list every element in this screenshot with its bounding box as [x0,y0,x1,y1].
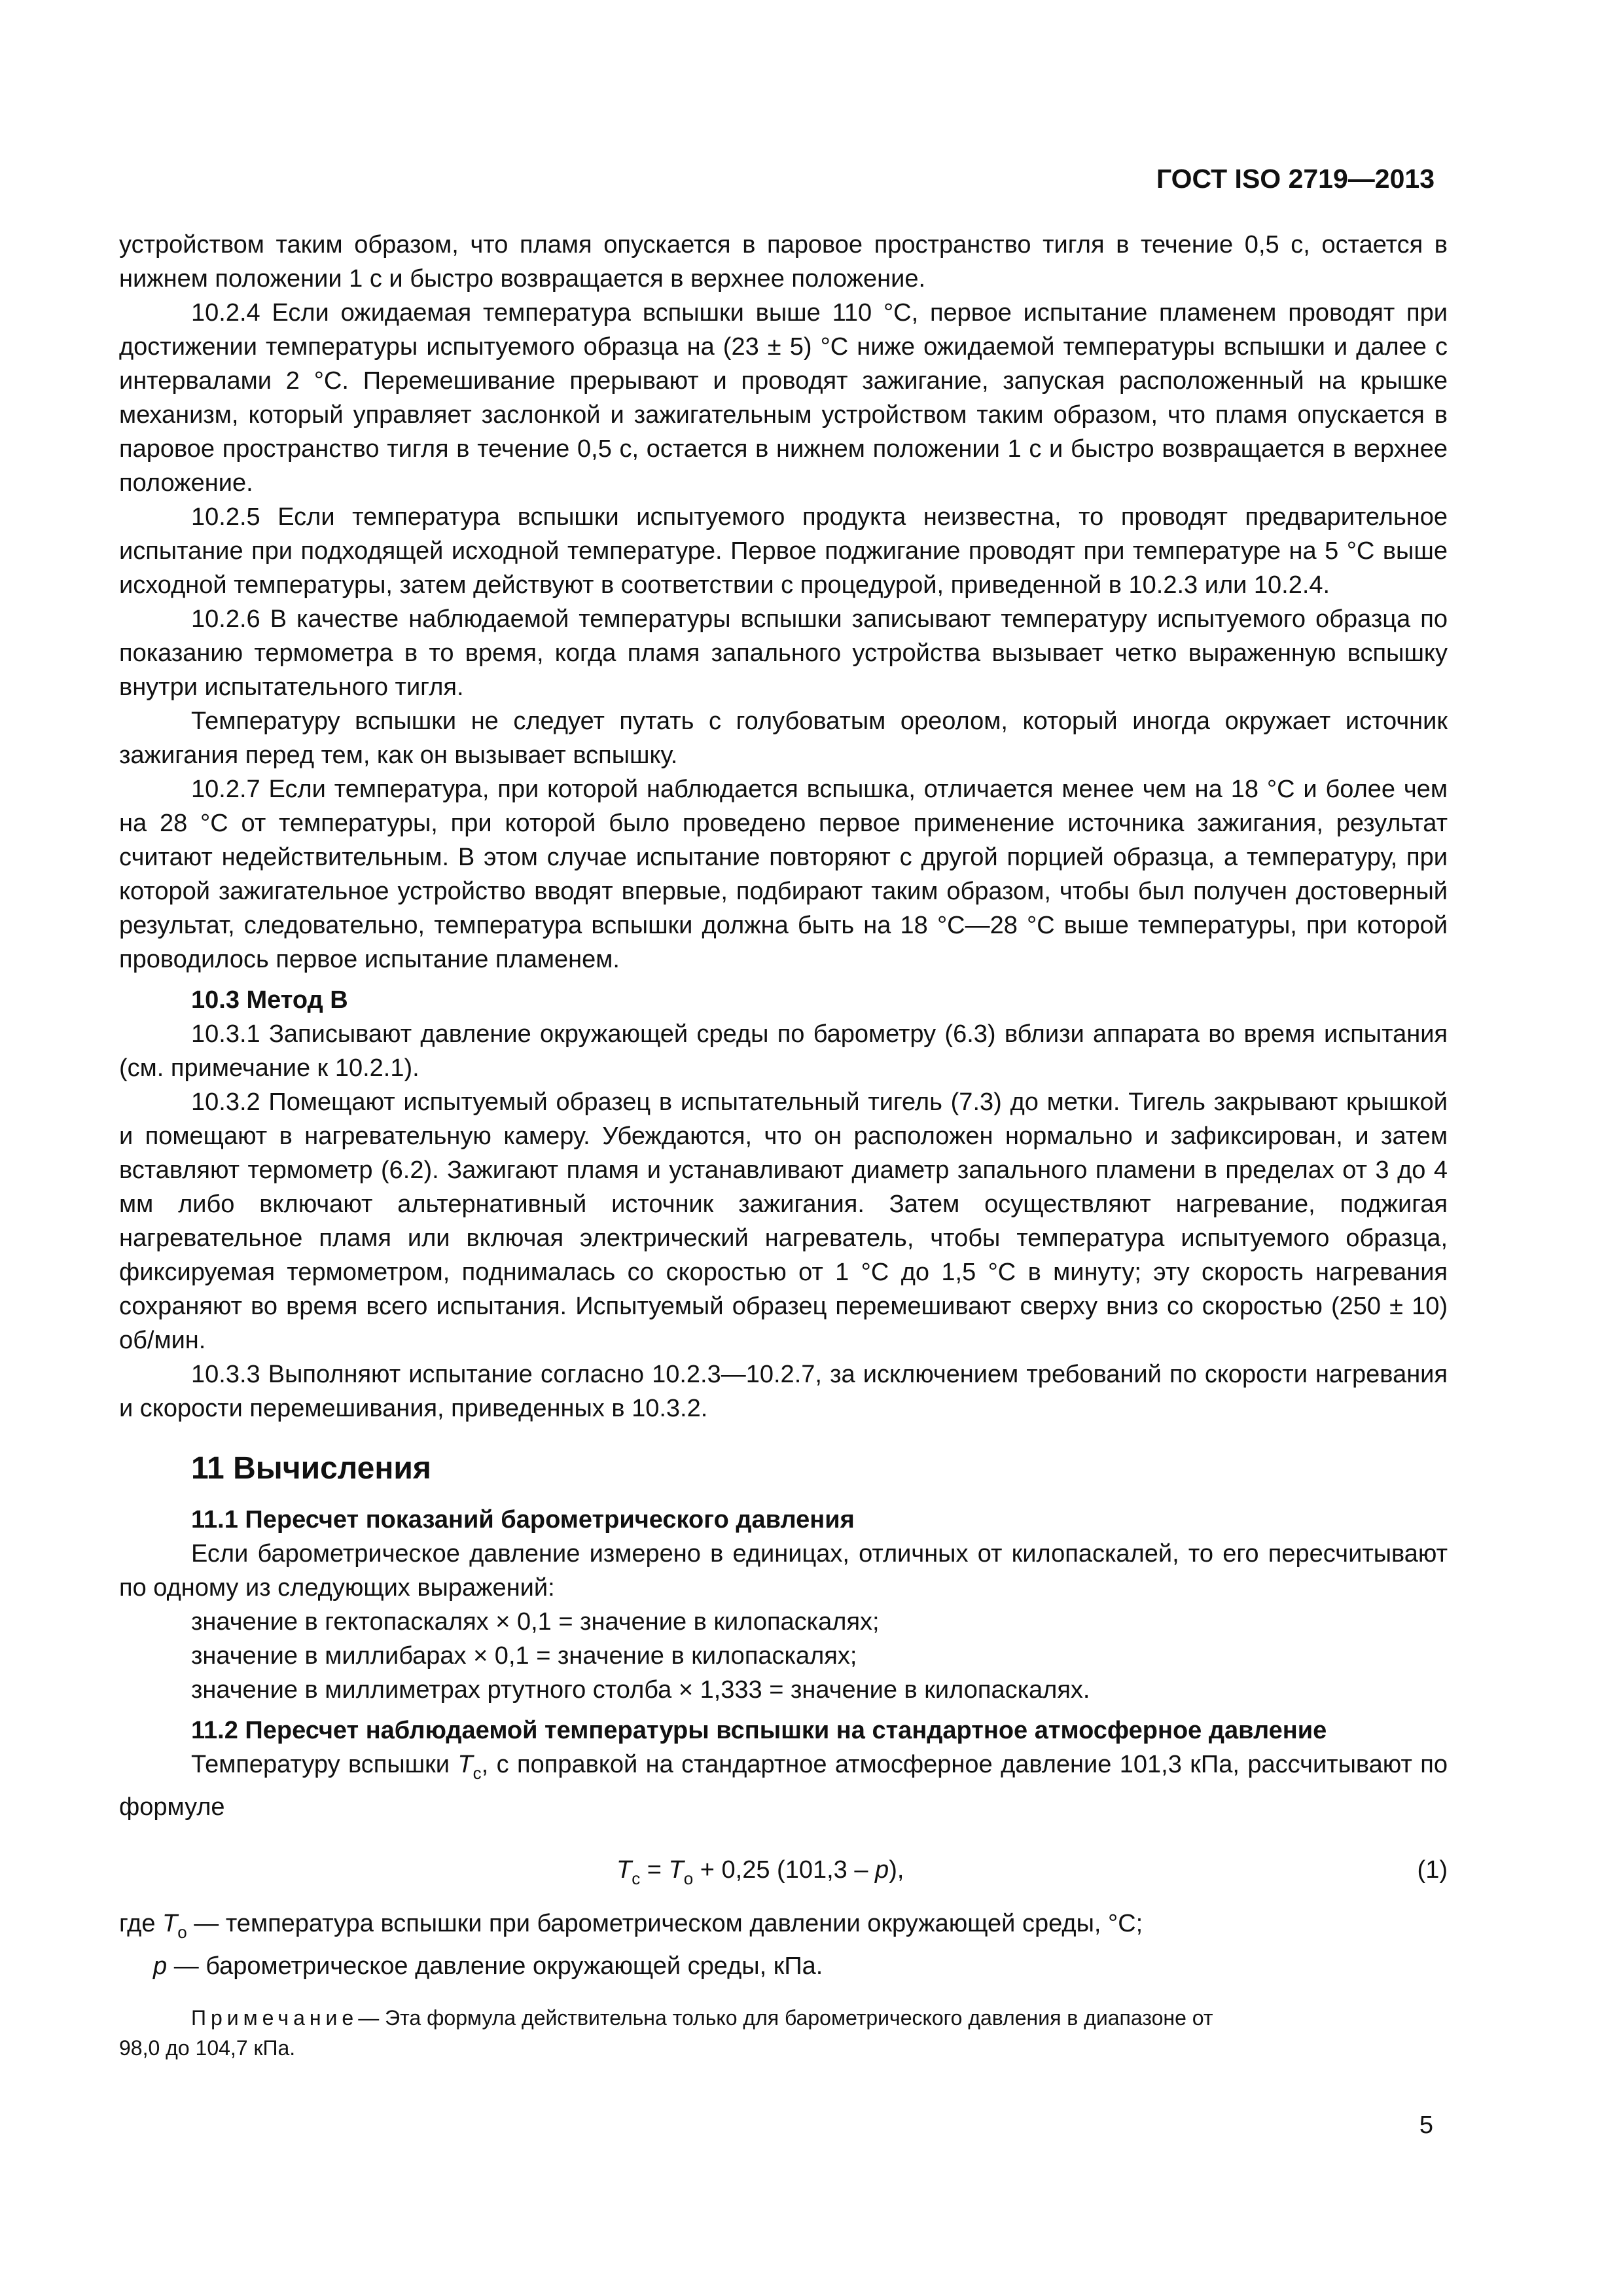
where-p-var: p [153,1952,168,1980]
paragraph-10-2-6: 10.2.6 В качестве наблюдаемой температуры вспышки записывают температуру испытуемого образца по показанию термометра в то время, когда пламя запального устройства вызывает четко выраженную вспышку внутри испытательного тигля. [119,605,1448,701]
formula-p-var: p [875,1856,889,1884]
where-t0-var: T [162,1910,178,1937]
note [191,2003,1448,2033]
paragraph-11-2 [119,1748,1448,1824]
where-p-line [153,1949,1448,1983]
formula-1 [119,1839,1448,1901]
formula-t0-var: T [668,1856,684,1884]
variable-tc: T [457,1751,473,1778]
paragraph-10-3-2: 10.3.2 Помещают испытуемый образец в испытательный тигель (7.3) до метки. Тигель закрывают крышкой и помещают в нагревательную камеру. Убеждаются, что он расположен нормально и зафиксирован, и затем вставляют термометр (6.2). Зажигают пламя и устанавливают диаметр запального пламени в пределах от 3 до 4 мм либо включают альтернативный источник зажигания. Затем осуществляют нагревание, поджигая нагревательное пламя или включая электрический нагреватель, чтобы температура испытуемого образца, фиксируемая термометром, поднималась со скоростью от 1 °С до 1,5 °С в минуту; эту скорость нагревания сохраняют во время всего испытания. Испытуемый образец перемешивают сверху вниз со скоростью (250 ± 10) об/мин. [119,1088,1448,1354]
heading-11-1: 11.1 Пересчет показаний барометрического давления [191,1506,855,1534]
expression-hectopascals: значение в гектопаскалях × 0,1 = значение в килопаскалях; [191,1608,880,1636]
paragraph-11-2-text-a: Температуру вспышки [191,1751,458,1778]
paragraph-halo-note: Температуру вспышки не следует путать с голубоватым ореолом, который иногда окружает источник зажигания перед тем, как он вызывает вспышку. [119,708,1448,769]
variable-tc-subscript: c [473,1763,482,1783]
paragraph-11-2-text-b: , с поправкой на стандартное атмосферное давление 101,3 кПа, рассчитывают по формуле [119,1751,1448,1821]
note-label: Примечание [191,2006,359,2030]
page-content [119,228,1448,2063]
paragraph-continuation: устройством таким образом, что пламя опускается в паровое пространство тигля в течение 0,5 с, остается в нижнем положении 1 с и быстро возвращается в верхнее положение. [119,231,1448,293]
paragraph-11-1: Если барометрическое давление измерено в единицах, отличных от килопаскалей, то его пересчитывают по одному из следующих выражений: [119,1540,1448,1602]
heading-section-11: 11 Вычисления [191,1451,431,1486]
expression-mercury: значение в миллиметрах ртутного столба × 1,333 = значение в килопаскалях. [191,1676,1090,1704]
where-t0-sub: o [177,1922,187,1942]
paragraph-10-2-7: 10.2.7 Если температура, при которой наблюдается вспышка, отличается менее чем на 18 °С и более чем на 28 °С от температуры, при которой было проведено первое применение источника зажигания, результат считают недействительным. В этом случае испытание повторяют с другой порцией образца, а температуру, при которой зажигательное устройство вводят впервые, подбирают таким образом, чтобы был получен достоверный результат, следовательно, температура вспышки должна быть на 18 °С—28 °С выше температуры, при которой проводилось первое испытание пламенем. [119,776,1448,973]
expression-millibars: значение в миллибарах × 0,1 = значение в килопаскалях; [191,1642,857,1670]
where-t0-desc: — температура вспышки при барометрическом давлении окружающей среды, °С; [187,1910,1143,1937]
paragraph-10-2-4: 10.2.4 Если ожидаемая температура вспышки выше 110 °С, первое испытание пламенем проводят при достижении температуры испытуемого образца на (23 ± 5) °С ниже ожидаемой температуры вспышки и далее с интервалами 2 °С. Перемешивание прерывают и проводят зажигание, запуская расположенный на крышке механизм, который управляет заслонкой и зажигательным устройством таким образом, что пламя опускается в паровое пространство тигля в течение 0,5 с, остается в нижнем положении 1 с и быстро возвращается в верхнее положение. [119,299,1448,497]
formula-close: ), [889,1856,904,1884]
formula-number: (1) [1417,1856,1448,1884]
formula-lhs-sub: c [632,1869,641,1888]
paragraph-10-3-1: 10.3.1 Записывают давление окружающей среды по барометру (6.3) вблизи аппарата во время испытания (см. примечание к 10.2.1). [119,1020,1448,1082]
where-p-desc: — барометрическое давление окружающей среды, кПа. [167,1952,823,1980]
page-header-doc-code: ГОСТ ISO 2719—2013 [1156,164,1435,194]
note-text: — Эта формула действительна только для барометрического давления в диапазоне от [358,2006,1213,2030]
formula-expression [616,1853,904,1895]
heading-10-3: 10.3 Метод В [191,986,348,1014]
note-continuation: 98,0 до 104,7 кПа. [119,2036,296,2060]
paragraph-10-3-3: 10.3.3 Выполняют испытание согласно 10.2.3—10.2.7, за исключением требований по скорости нагревания и скорости перемешивания, приведенных в 10.3.2. [119,1361,1448,1422]
heading-11-2: 11.2 Пересчет наблюдаемой температуры вспышки на стандартное атмосферное давление [191,1717,1327,1744]
where-lead: где [119,1910,163,1937]
formula-lhs-var: T [616,1856,632,1884]
where-t0-line [119,1907,1448,1949]
formula-t0-sub: o [683,1869,694,1888]
formula-equals: = [640,1856,669,1884]
formula-rest: + 0,25 (101,3 – [693,1856,876,1884]
paragraph-10-2-5: 10.2.5 Если температура вспышки испытуемого продукта неизвестна, то проводят предварительное испытание при подходящей исходной температуре. Первое поджигание проводят при температуре на 5 °С выше исходной температуры, затем действуют в соответствии с процедурой, приведенной в 10.2.3 или 10.2.4. [119,503,1448,599]
page-number: 5 [1419,2111,1433,2139]
